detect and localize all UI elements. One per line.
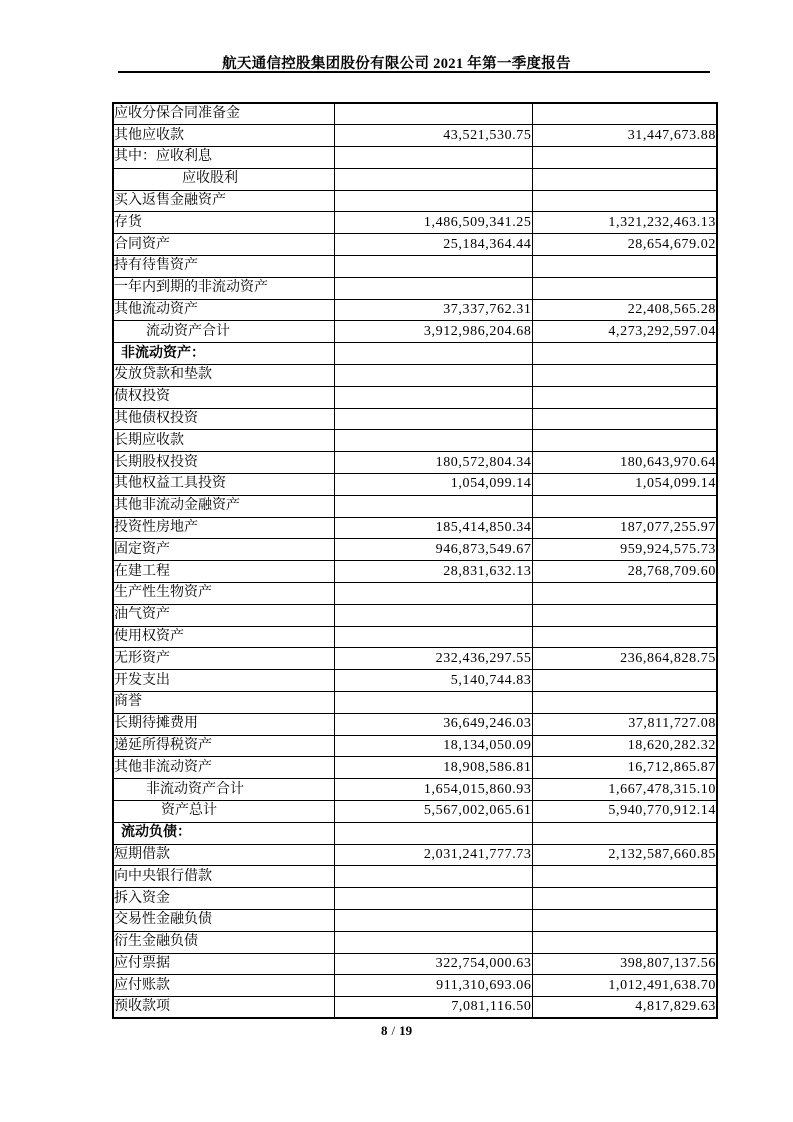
item-label: 发放贷款和垫款 [113, 365, 334, 387]
page-number-current: 8 [380, 1023, 388, 1038]
table-row [113, 125, 717, 147]
amount-period-end [334, 256, 532, 278]
amount-period-end [334, 822, 532, 844]
item-label: 非流动资产： [113, 343, 334, 365]
amount-period-end: 1,486,509,341.25 [334, 212, 532, 234]
amount-period-end: 911,310,693.06 [334, 975, 532, 997]
amount-period-begin: 1,667,478,315.10 [532, 779, 717, 801]
amount-period-begin: 37,811,727.08 [532, 713, 717, 735]
amount-period-begin: 180,643,970.64 [532, 452, 717, 474]
amount-period-end: 5,567,002,065.61 [334, 801, 532, 823]
table-row [113, 321, 717, 343]
item-label: 固定资产 [113, 539, 334, 561]
item-label: 无形资产 [113, 648, 334, 670]
amount-period-begin: 22,408,565.28 [532, 299, 717, 321]
amount-period-begin [532, 365, 717, 387]
table-row [113, 408, 717, 430]
amount-period-begin: 31,447,673.88 [532, 125, 717, 147]
table-row [113, 953, 717, 975]
amount-period-begin: 28,654,679.02 [532, 234, 717, 256]
table-row [113, 801, 717, 823]
amount-period-begin: 5,940,770,912.14 [532, 801, 717, 823]
amount-period-end [334, 909, 532, 931]
table-row [113, 343, 717, 365]
item-label: 应收股利 [113, 168, 334, 190]
amount-period-end: 28,831,632.13 [334, 561, 532, 583]
amount-period-begin [532, 147, 717, 169]
amount-period-end: 1,654,015,860.93 [334, 779, 532, 801]
table-row [113, 147, 717, 169]
amount-period-end: 3,912,986,204.68 [334, 321, 532, 343]
table-row [113, 626, 717, 648]
amount-period-begin [532, 931, 717, 953]
amount-period-end: 2,031,241,777.73 [334, 844, 532, 866]
item-label: 递延所得税资产 [113, 735, 334, 757]
amount-period-begin [532, 888, 717, 910]
item-label: 其他权益工具投资 [113, 474, 334, 496]
amount-period-begin: 398,807,137.56 [532, 953, 717, 975]
table-row [113, 190, 717, 212]
amount-period-begin: 4,817,829.63 [532, 997, 717, 1019]
item-label: 一年内到期的非流动资产 [113, 277, 334, 299]
table-row [113, 452, 717, 474]
amount-period-begin [532, 866, 717, 888]
item-label: 其他债权投资 [113, 408, 334, 430]
amount-period-begin: 959,924,575.73 [532, 539, 717, 561]
amount-period-end: 36,649,246.03 [334, 713, 532, 735]
item-label: 交易性金融负债 [113, 909, 334, 931]
amount-period-begin: 1,321,232,463.13 [532, 212, 717, 234]
table-row [113, 299, 717, 321]
amount-period-end [334, 626, 532, 648]
amount-period-begin: 16,712,865.87 [532, 757, 717, 779]
item-label: 应付账款 [113, 975, 334, 997]
item-label: 其他非流动资产 [113, 757, 334, 779]
item-label: 合同资产 [113, 234, 334, 256]
amount-period-begin [532, 692, 717, 714]
amount-period-end [334, 343, 532, 365]
amount-period-begin: 28,768,709.60 [532, 561, 717, 583]
item-label: 流动资产合计 [113, 321, 334, 343]
table-row [113, 277, 717, 299]
amount-period-begin [532, 256, 717, 278]
table-row [113, 495, 717, 517]
amount-period-begin [532, 495, 717, 517]
item-label: 长期股权投资 [113, 452, 334, 474]
amount-period-end: 1,054,099.14 [334, 474, 532, 496]
amount-period-begin [532, 822, 717, 844]
amount-period-end [334, 147, 532, 169]
amount-period-end [334, 866, 532, 888]
table-row [113, 648, 717, 670]
table-row [113, 822, 717, 844]
amount-period-end: 25,184,364.44 [334, 234, 532, 256]
amount-period-end [334, 604, 532, 626]
item-label: 生产性生物资产 [113, 583, 334, 605]
table-row [113, 909, 717, 931]
item-label: 其他应收款 [113, 125, 334, 147]
amount-period-end [334, 888, 532, 910]
amount-period-begin [532, 168, 717, 190]
table-row [113, 844, 717, 866]
page-title: 航天通信控股集团股份有限公司 2021 年第一季度报告 [222, 56, 571, 72]
amount-period-begin: 4,273,292,597.04 [532, 321, 717, 343]
item-label: 持有待售资产 [113, 256, 334, 278]
item-label: 债权投资 [113, 386, 334, 408]
amount-period-end [334, 692, 532, 714]
amount-period-end [334, 408, 532, 430]
amount-period-begin [532, 430, 717, 452]
item-label: 向中央银行借款 [113, 866, 334, 888]
table-row [113, 561, 717, 583]
item-label: 存货 [113, 212, 334, 234]
item-label: 非流动资产合计 [113, 779, 334, 801]
item-label: 使用权资产 [113, 626, 334, 648]
item-label: 油气资产 [113, 604, 334, 626]
amount-period-end: 322,754,000.63 [334, 953, 532, 975]
amount-period-end [334, 277, 532, 299]
item-label: 商誉 [113, 692, 334, 714]
item-label: 短期借款 [113, 844, 334, 866]
amount-period-end [334, 365, 532, 387]
item-label: 应付票据 [113, 953, 334, 975]
amount-period-begin [532, 277, 717, 299]
item-label: 其他非流动金融资产 [113, 495, 334, 517]
table-row [113, 212, 717, 234]
amount-period-end: 18,908,586.81 [334, 757, 532, 779]
amount-period-begin [532, 909, 717, 931]
table-row [113, 604, 717, 626]
table-row [113, 975, 717, 997]
amount-period-end: 232,436,297.55 [334, 648, 532, 670]
amount-period-end [334, 168, 532, 190]
amount-period-begin [532, 103, 717, 125]
amount-period-end [334, 583, 532, 605]
amount-period-end [334, 190, 532, 212]
amount-period-end [334, 931, 532, 953]
amount-period-begin [532, 604, 717, 626]
table-row [113, 256, 717, 278]
page-footer [0, 1023, 793, 1039]
amount-period-end [334, 103, 532, 125]
table-row [113, 365, 717, 387]
amount-period-begin: 187,077,255.97 [532, 517, 717, 539]
table-row [113, 779, 717, 801]
amount-period-end [334, 495, 532, 517]
table-row [113, 735, 717, 757]
amount-period-begin [532, 343, 717, 365]
amount-period-end: 7,081,116.50 [334, 997, 532, 1019]
amount-period-begin [532, 626, 717, 648]
table-row [113, 539, 717, 561]
amount-period-begin [532, 670, 717, 692]
item-label: 买入返售金融资产 [113, 190, 334, 212]
table-row [113, 430, 717, 452]
item-label: 开发支出 [113, 670, 334, 692]
amount-period-end: 185,414,850.34 [334, 517, 532, 539]
item-label: 应收分保合同准备金 [113, 103, 334, 125]
item-label: 衍生金融负债 [113, 931, 334, 953]
amount-period-begin [532, 190, 717, 212]
amount-period-end [334, 386, 532, 408]
amount-period-end: 37,337,762.31 [334, 299, 532, 321]
amount-period-begin: 1,012,491,638.70 [532, 975, 717, 997]
amount-period-begin: 236,864,828.75 [532, 648, 717, 670]
item-label: 流动负债： [113, 822, 334, 844]
amount-period-begin [532, 408, 717, 430]
amount-period-begin [532, 583, 717, 605]
item-label: 长期待摊费用 [113, 713, 334, 735]
item-label: 拆入资金 [113, 888, 334, 910]
item-label: 预收款项 [113, 997, 334, 1019]
table-row [113, 692, 717, 714]
item-label: 其他流动资产 [113, 299, 334, 321]
table-row [113, 168, 717, 190]
amount-period-end: 180,572,804.34 [334, 452, 532, 474]
table-row [113, 757, 717, 779]
header-divider [118, 71, 710, 73]
balance-sheet-body [113, 103, 717, 1018]
table-row [113, 997, 717, 1019]
item-label: 其中：应收利息 [113, 147, 334, 169]
table-row [113, 474, 717, 496]
table-row [113, 931, 717, 953]
page-number-separator: / [391, 1023, 396, 1038]
item-label: 资产总计 [113, 801, 334, 823]
page-number-total: 19 [399, 1023, 413, 1038]
amount-period-end: 946,873,549.67 [334, 539, 532, 561]
item-label: 投资性房地产 [113, 517, 334, 539]
table-row [113, 670, 717, 692]
amount-period-begin: 1,054,099.14 [532, 474, 717, 496]
table-row [113, 517, 717, 539]
table-row [113, 386, 717, 408]
table-row [113, 583, 717, 605]
balance-sheet-table [112, 102, 718, 1019]
table-row [113, 103, 717, 125]
amount-period-end: 5,140,744.83 [334, 670, 532, 692]
item-label: 在建工程 [113, 561, 334, 583]
amount-period-end [334, 430, 532, 452]
table-row [113, 866, 717, 888]
amount-period-begin: 2,132,587,660.85 [532, 844, 717, 866]
amount-period-end: 18,134,050.09 [334, 735, 532, 757]
table-row [113, 888, 717, 910]
amount-period-begin [532, 386, 717, 408]
amount-period-begin: 18,620,282.32 [532, 735, 717, 757]
table-row [113, 713, 717, 735]
item-label: 长期应收款 [113, 430, 334, 452]
table-row [113, 234, 717, 256]
amount-period-end: 43,521,530.75 [334, 125, 532, 147]
